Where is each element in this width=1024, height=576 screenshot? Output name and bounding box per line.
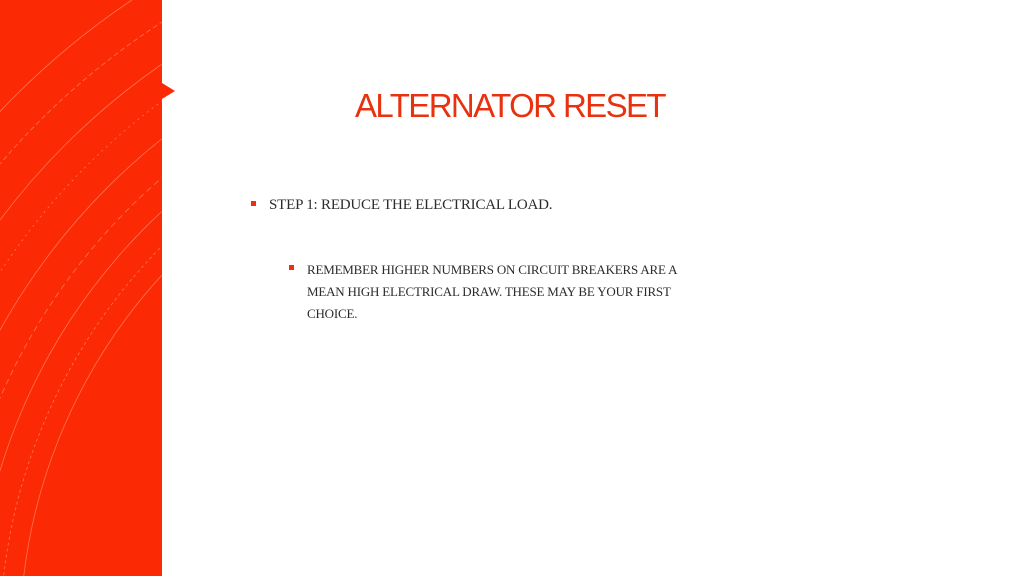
square-bullet-icon	[289, 265, 294, 270]
bullet-item	[251, 195, 552, 215]
panel-pointer-arrow	[162, 83, 175, 99]
sub-bullet-line: MEAN HIGH ELECTRICAL DRAW. THESE MAY BE YOUR FIRST	[307, 284, 671, 299]
bullet-text: STEP 1: REDUCE THE ELECTRICAL LOAD.	[269, 197, 553, 213]
square-bullet-icon	[251, 201, 256, 206]
sub-bullet-item	[289, 259, 747, 325]
decorative-side-panel	[0, 0, 162, 576]
slide-title: ALTERNATOR RESET	[355, 87, 665, 124]
sub-bullet-text	[307, 259, 747, 325]
sub-bullet-line: REMEMBER HIGHER NUMBERS ON CIRCUIT BREAKERS ARE A	[307, 262, 678, 277]
sub-bullet-line: CHOICE.	[307, 306, 358, 321]
side-panel-graphic	[0, 0, 180, 576]
